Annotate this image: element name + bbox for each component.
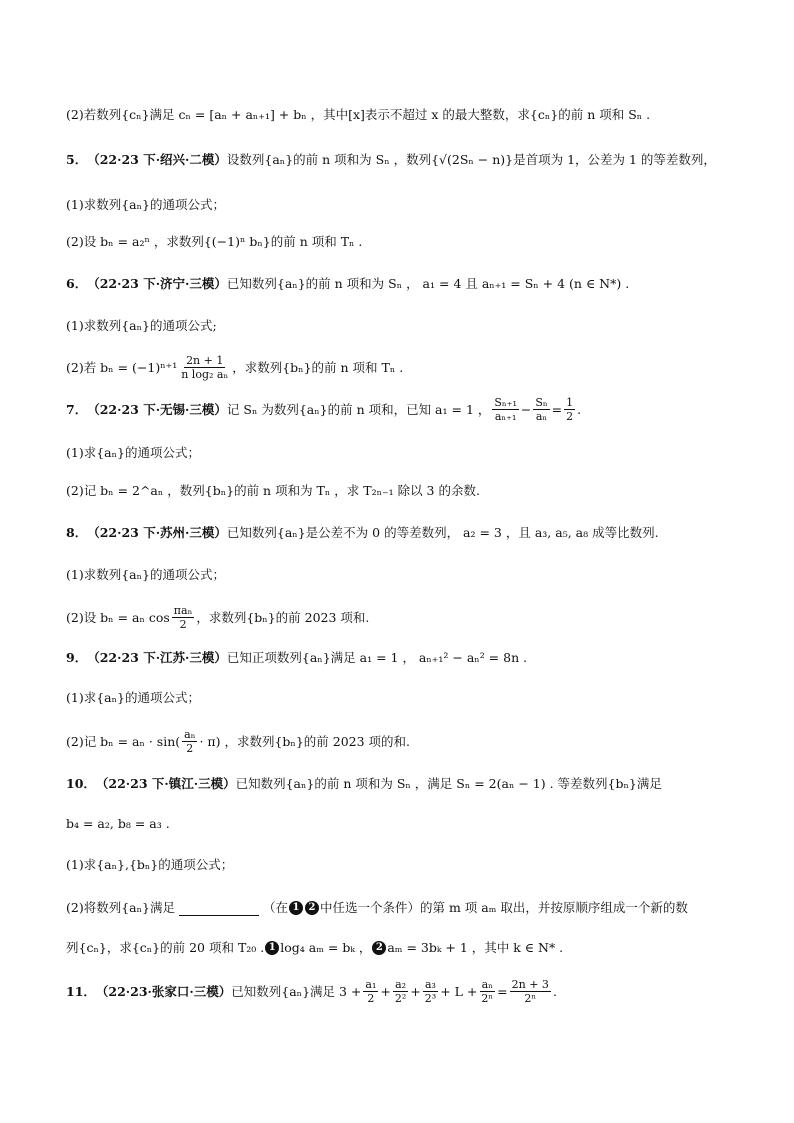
problem-10-part-2: (2)将数列{aₙ}满足 （在 1 2 中任选一个条件）的第 m 项 aₘ 取出，并按原顺序组成一个新的数 [66, 900, 688, 915]
answer-blank[interactable] [179, 901, 259, 916]
fraction: $\frac{2n + 3}{\text{2ⁿ}}$ [511, 978, 549, 1005]
circled-number-1: 1 [265, 941, 279, 955]
problem-8-part-1: (1)求数列{aₙ}的通项公式； [66, 567, 225, 582]
problem-7: 7． （22·23 下·无锡·三模） 记 Sₙ 为数列{aₙ}的前 n 项和，已知 a₁ = 1 ， $\frac{\text{Sₙ₊₁}}{\text{aₙ₊₁}}$ − $\frac{\text{Sₙ}}{\text{aₙ}}$ = $\frac{1}{2}$ . [66, 396, 582, 423]
problem-10-condition: b₄ = a₂, b₈ = a₃ . [66, 816, 170, 831]
problem-10-part-2-cont: 列{cₙ}，求{cₙ}的前 20 项和 T₂₀ . 1 log₄ aₘ = bₖ ， 2 aₘ = 3bₖ + 1 ，其中 k ∈ N* . [66, 940, 564, 955]
fraction: $\frac{2n + 1}{\text{n log₂ aₙ}}$ [181, 354, 229, 381]
problem-5: 5． （22·23 下·绍兴·二模） 设数列{aₙ}的前 n 项和为 Sₙ ，数列{√(2Sₙ − n)}是首项为 1，公差为 1 的等差数列， [66, 152, 716, 167]
problem-7-part-2: (2)记 bₙ = 2^aₙ ，数列{bₙ}的前 n 项和为 Tₙ ，求 T₂ₙ₋₁ 除以 3 的余数. [66, 483, 480, 498]
problem-4-part-2: (2)若数列{cₙ}满足 cₙ = [aₙ + aₙ₊₁] + bₙ ，其中[x]表示不超过 x 的最大整数，求{cₙ}的前 n 项和 Sₙ . [66, 107, 651, 122]
problem-8: 8． （22·23 下·苏州·三模） 已知数列{aₙ}是公差不为 0 的等差数列， a₂ = 3 ，且 a₃, a₅, a₈ 成等比数列. [66, 525, 659, 540]
problem-10-part-1: (1)求{aₙ},{bₙ}的通项公式； [66, 857, 234, 872]
problem-5-part-1: (1)求数列{aₙ}的通项公式； [66, 197, 225, 212]
problem-6-part-1: (1)求数列{aₙ}的通项公式; [66, 318, 217, 333]
problem-10: 10． （22·23 下·镇江·三模） 已知数列{aₙ}的前 n 项和为 Sₙ ，满足 Sₙ = 2(aₙ − 1) . 等差数列{bₙ}满足 [66, 776, 662, 791]
circled-number-2: 2 [305, 901, 319, 915]
fraction: $\frac{\text{πaₙ}}{2}$ [173, 604, 193, 631]
fraction: $\frac{\text{a₂}}{\text{2²}}$ [394, 978, 407, 1005]
fraction: $\frac{\text{Sₙ}}{\text{aₙ}}$ [535, 396, 548, 423]
fraction: $\frac{\text{aₙ}}{2}$ [184, 728, 196, 755]
fraction: $\frac{\text{a₁}}{2}$ [365, 978, 377, 1005]
problem-6: 6． （22·23 下·济宁·三模） 已知数列{aₙ}的前 n 项和为 Sₙ ， a₁ = 4 且 aₙ₊₁ = Sₙ + 4 (n ∈ N*) . [66, 276, 630, 291]
fraction: $\frac{\text{Sₙ₊₁}}{\text{aₙ₊₁}}$ [494, 396, 517, 423]
fraction: $\frac{1}{2}$ [566, 396, 574, 423]
circled-number-1: 1 [289, 901, 303, 915]
problem-7-part-1: (1)求{aₙ}的通项公式； [66, 445, 200, 460]
fraction: $\frac{\text{a₃}}{\text{2³}}$ [424, 978, 437, 1005]
problem-9-part-1: (1)求{aₙ}的通项公式； [66, 690, 200, 705]
problem-8-part-2: (2)设 bₙ = aₙ cos $\frac{\text{πaₙ}}{2}$ ，求数列{bₙ}的前 2023 项和. [66, 604, 370, 631]
problem-11: 11． （22·23·张家口·三模） 已知数列{aₙ}满足 3 + $\frac{\text{a₁}}{2}$ + $\frac{\text{a₂}}{\text{2²}}$ + $\frac{\text{a₃}}{\text{2³}}$ + L + $\frac{\text{aₙ}}{\text{2ⁿ}}$ = $\frac{2n + 3}{\text{2ⁿ}}$ . [66, 978, 557, 1005]
fraction: $\frac{\text{aₙ}}{\text{2ⁿ}}$ [481, 978, 494, 1005]
problem-5-part-2: (2)设 bₙ = a₂ⁿ ，求数列{(−1)ⁿ bₙ}的前 n 项和 Tₙ . [66, 234, 363, 249]
circled-number-2: 2 [372, 941, 386, 955]
problem-9: 9． （22·23 下·江苏·三模） 已知正项数列{aₙ}满足 a₁ = 1 ， aₙ₊₁² − aₙ² = 8n . [66, 650, 528, 665]
problem-9-part-2: (2)记 bₙ = aₙ · sin( $\frac{\text{aₙ}}{2}$ · π) ，求数列{bₙ}的前 2023 项的和. [66, 728, 411, 755]
problem-6-part-2: (2)若 bₙ = (−1)ⁿ⁺¹ $\frac{2n + 1}{\text{n log₂ aₙ}}$ ，求数列{bₙ}的前 n 项和 Tₙ . [66, 354, 404, 381]
